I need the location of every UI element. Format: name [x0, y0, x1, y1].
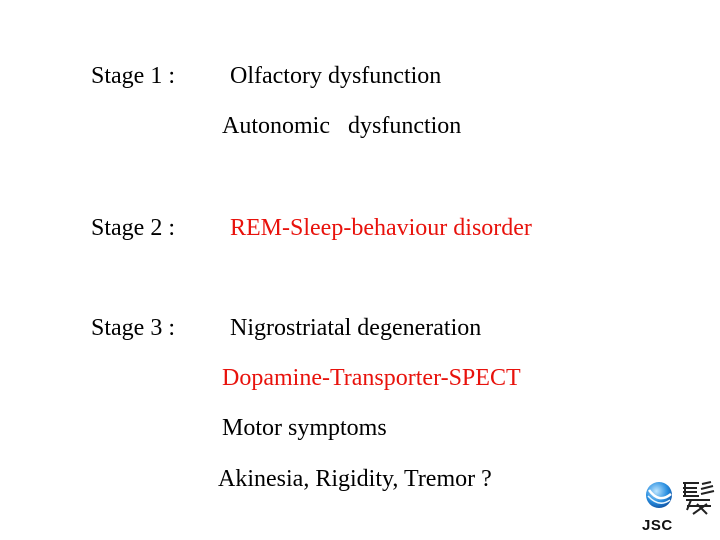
stage-3-item-dat-spect: Dopamine-Transporter-SPECT	[222, 365, 521, 391]
stage-2-label: Stage 2 :	[91, 215, 175, 241]
stage-1-item-autonomic: Autonomic dysfunction	[222, 113, 462, 139]
stage-3-label: Stage 3 :	[91, 315, 175, 341]
stage-1-item-olfactory: Olfactory dysfunction	[230, 63, 442, 89]
stage-2-item-rem-sleep: REM-Sleep-behaviour disorder	[230, 215, 532, 241]
stage-3-item-akinesia: Akinesia, Rigidity, Tremor ?	[218, 466, 492, 492]
stage-3-item-motor-symptoms: Motor symptoms	[222, 415, 387, 441]
stage-3-item-nigrostriatal: Nigrostriatal degeneration	[230, 315, 482, 341]
logo-text: JSC	[642, 517, 673, 534]
stage-1-label: Stage 1 :	[91, 63, 175, 89]
